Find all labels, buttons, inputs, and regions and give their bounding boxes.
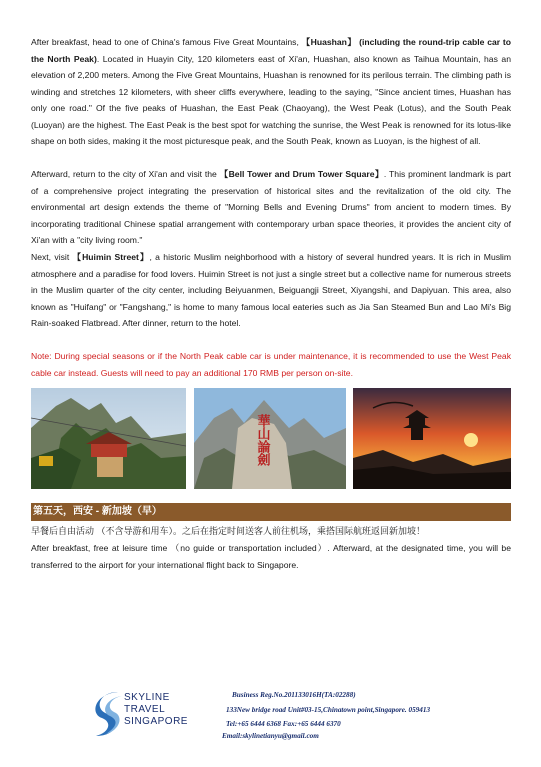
huimin-highlight: 【Huimin Street】 [72,252,150,262]
logo-wordmark [124,692,188,728]
skyline-logo [88,686,208,742]
huimin-paragraph [31,249,511,332]
huashan-body: . Located in Huayin City, 120 kilometers east of Xi'an, Huashan, also known as Taihua Mountain, has an elevation of 2,200 meters. Among the Five Great Mountains, Huashan is renowned for its perilous terrain. The climbing path is winding and stretches 12 kilometers, with sheer cliffs everywhere, leading to the saying, "Since ancient times, Huashan has only one road." Of the five peaks of Huashan, the East Peak (Chaoyang), the West Peak (Lotus), and the South Peak (Luoyan) are the highest. The East Peak is the best spot for watching the sunrise, the West Peak is renowned for its lotus-like shape on both sides, making it the most picturesque peak, and the South Peak, known as Luoyan, is the highest of all. [31,53,511,146]
huashan-cable-car-photo [31,388,186,489]
bell-tower-paragraph [31,166,511,249]
inscription-text: 華山論劍 [254,414,270,466]
day-five-english: After breakfast, free at leisure time （no guide or transportation included）. Afterward, at the designated time, you will be transferred to the airport for your international flight back to Singapore. [31,543,511,570]
phone-fax: Tel:+65 6444 6368 Fax:+65 6444 6370 [226,720,341,728]
bell-tower-intro: Afterward, return to the city of Xi'an and visit the [31,169,220,179]
day-five-heading: 第五天，西安 - 新加坡（早） [31,503,511,521]
swoosh-icon [88,686,128,742]
huashan-intro: After breakfast, head to one of China's famous Five Great Mountains, [31,37,302,47]
logo-line-2: TRAVEL [124,704,166,715]
huimin-body: , a historic Muslim neighborhood with a history of several hundred years. It is rich in Muslim atmosphere and a paradise for food lovers. Huimin Street is not just a single street but a collective name for numerous streets in the Muslim quarter of the city center, including Beiyuanmen, Beiguangji Street, Xiyangshi, and Dapiyuan. This area, also known as "Huifang" or "Fangshang," is home to many famous local eateries such as Jia San Steamed Bun and Lao Mi's Big Rain-soaked Flatbread. After dinner, return to the hotel. [31,252,512,328]
bell-tower-body: . This prominent landmark is part of a comprehensive project integrating the preservation of historical sites and the revitalization of the old city. The environmental art design extends the theme of "Morning Bells and Evening Drums" from ancient to modern times. By incorporating traditional Chinese spatial arrangement with contemporary urban space theories, it provides the ancient city of Xi'an with a "city living room." [31,169,512,245]
company-footer [0,686,541,746]
business-reg: Business Reg.No.201133016H(TA:02288) [232,691,356,699]
bell-tower-highlight: 【Bell Tower and Drum Tower Square】 [219,169,384,179]
cable-car-note: Note: During special seasons or if the North Peak cable car is under maintenance, it is recommended to use the West Peak cable car instead. Guests will need to pay an additional 170 RMB per person on-site. [31,351,511,378]
huashan-inscription-photo [194,388,346,489]
huashan-paragraph [31,34,511,150]
address: 133New bridge road Unit#03-15,Chinatown point,Singapore. 059413 [226,706,431,714]
logo-line-3: SINGAPORE [124,716,188,727]
day-five-chinese: 早餐后自由活动 （不含导游和用车）。之后在指定时间送客人前往机场，乘搭国际航班返回新加坡！ [31,526,426,536]
huashan-highlight: 【Huashan】 (including the round-trip cable car to the North Peak) [31,37,511,64]
logo-line-1: SKYLINE [124,692,170,703]
photo-strip [31,388,511,489]
huimin-intro: Next, visit [31,252,73,262]
email: Email:skylinetianyu@gmail.com [222,732,319,740]
huashan-sunrise-photo [353,388,511,489]
